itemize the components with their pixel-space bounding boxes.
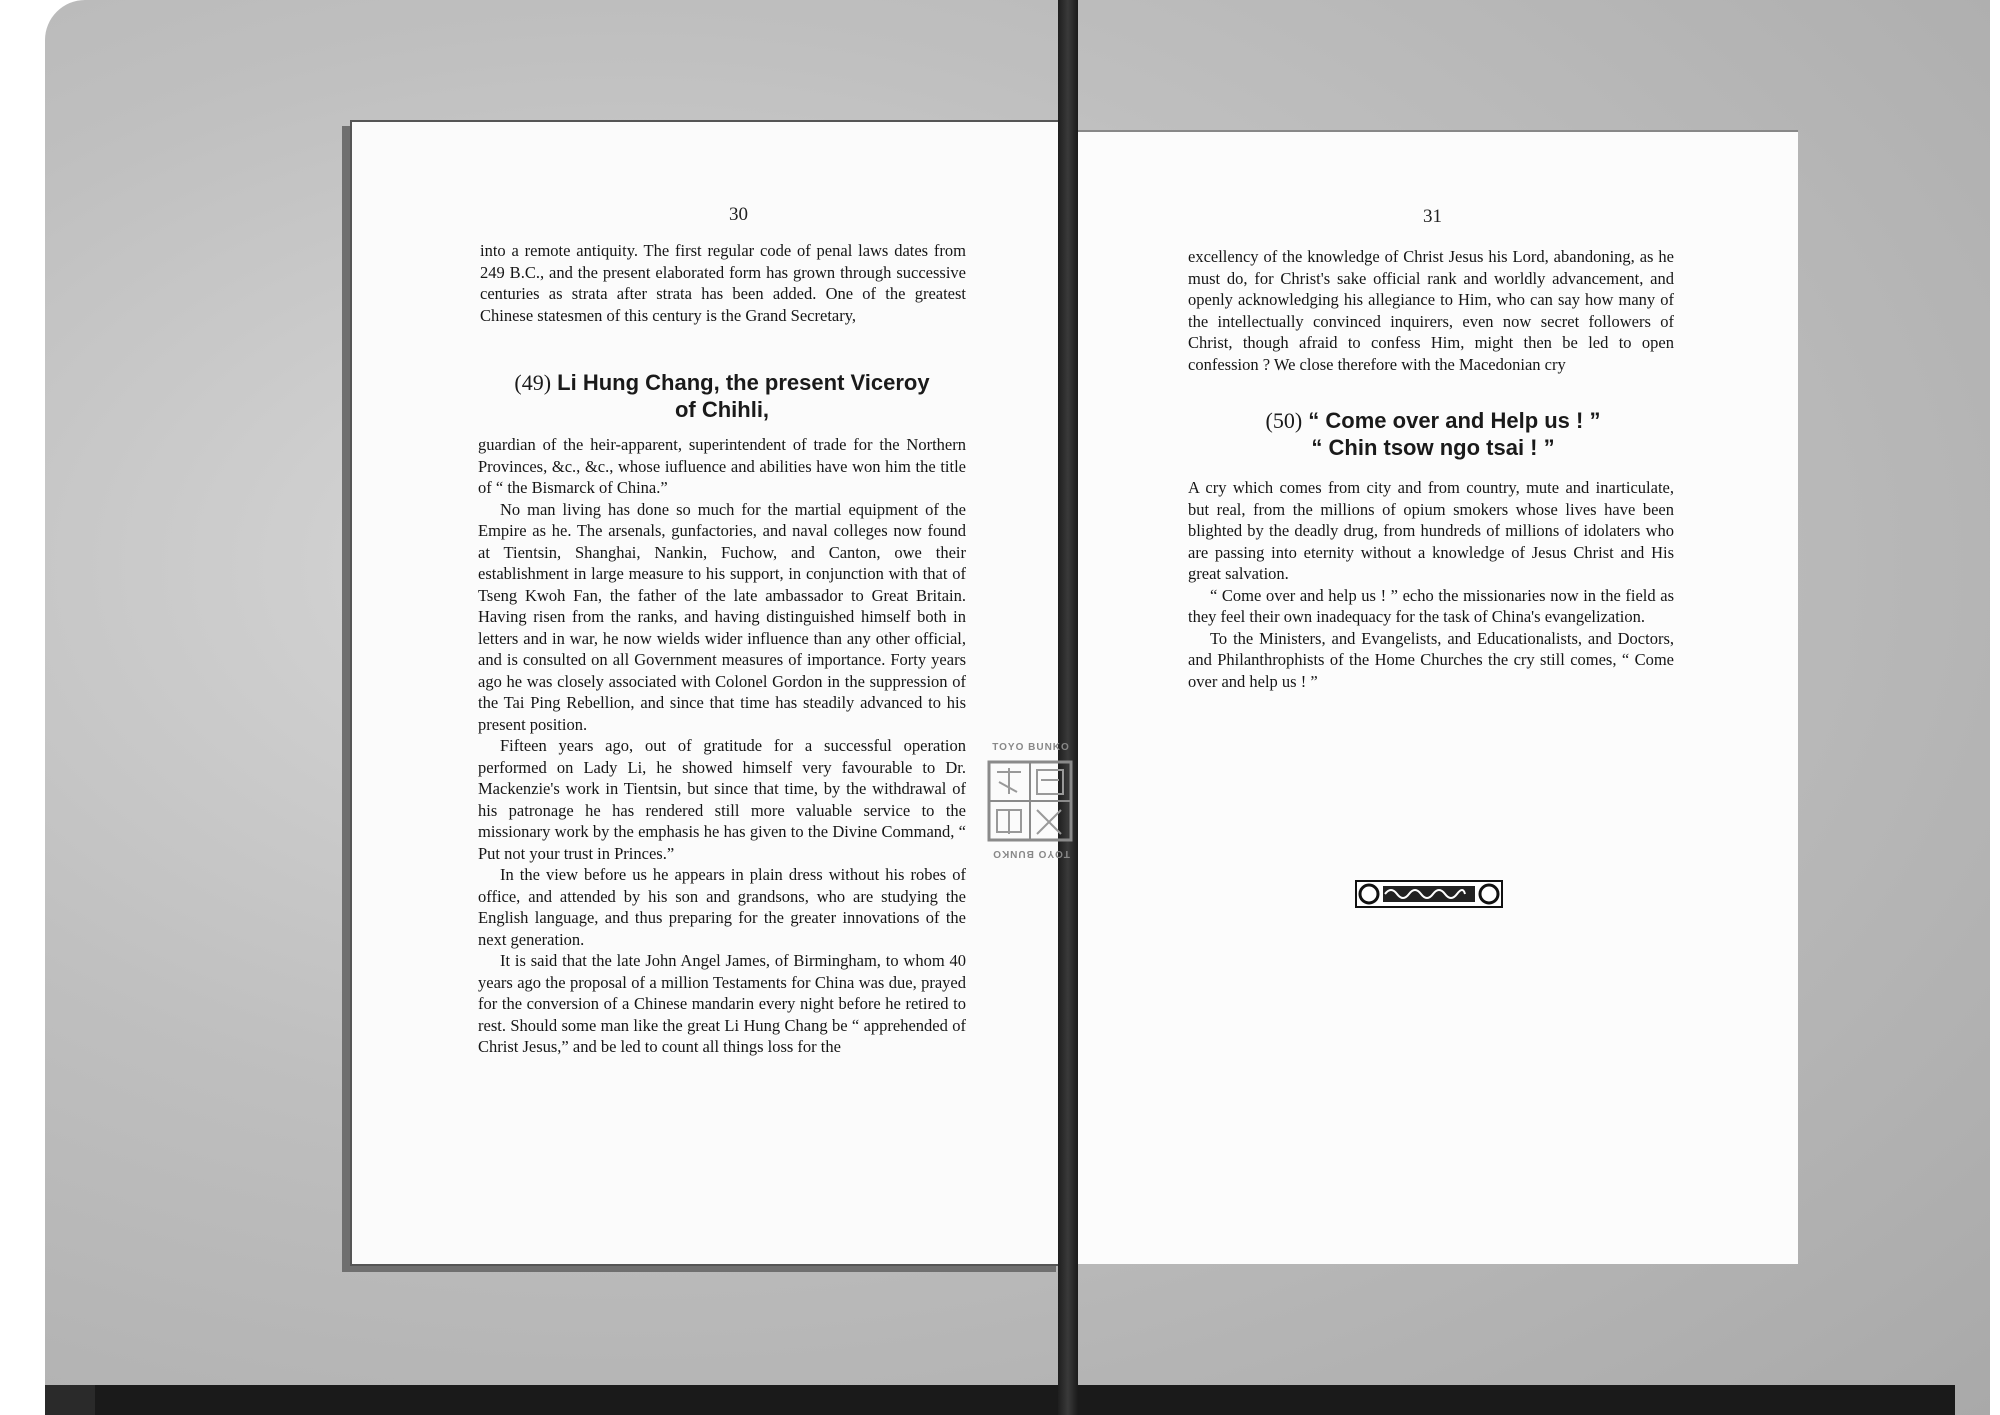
left-page-heading bbox=[462, 369, 982, 423]
left-intro-paragraph: into a remote antiquity. The first regular code of penal laws dates from 249 B.C., and the present elaborated form has grown through successive centuries as strata after strata has been added. One of the greatest Chinese statesmen of this century is the Grand Secretary, bbox=[480, 241, 966, 325]
heading-title-come-over: “ Come over and Help us ! ” bbox=[1308, 408, 1601, 433]
left-body-paragraph-1: guardian of the heir-apparent, superintendent of trade for the Northern Provinces, &c., &c., whose iufluence and abilities have won him the title of “ the Bismarck of China.” bbox=[478, 435, 966, 497]
heading-number-50: (50) bbox=[1265, 408, 1303, 433]
right-intro-paragraph: excellency of the knowledge of Christ Jesus his Lord, abandoning, as he must do, for Christ's sake official rank and worldly advancement, and openly acknowledging his allegiance to Him, who can say how many of the intellectually convinced inquirers, even now secret followers of Christ, though afraid to confess Him, might then be led to open confession ? We close therefore with the Macedonian cry bbox=[1188, 247, 1674, 374]
right-body-paragraph-2: “ Come over and help us ! ” echo the missionaries now in the field as they feel their own inadequacy for the task of China's evangelization. bbox=[1188, 585, 1674, 626]
stamp-top-text: TOYO BUNKO bbox=[992, 742, 1070, 753]
stamp-seal-icon bbox=[975, 756, 1085, 846]
left-body-paragraph-2: No man living has done so much for the martial equipment of the Empire as he. The arsenals, gunfactories, and naval colleges now found at Tientsin, Shanghai, Nankin, Fuchow, and Canton, owe their establishment in large measure to his support, in conjunction with that of Tseng Kwoh Fan, the father of the late ambassador to Great Britain. Having risen from the ranks, and having distinguished himself both in letters and in war, he now wields wider influence than any other official, and is consulted on all Government measures of importance. Forty years ago he was closely associated with Colonel Gordon in the suppression of the Tai Ping Rebellion, and since that time has steadily advanced to his present position. bbox=[478, 499, 966, 734]
left-page-intro bbox=[480, 240, 966, 326]
left-heading-line2: of Chihli, bbox=[674, 397, 770, 422]
scan-edge-bottom bbox=[95, 1385, 1955, 1415]
heading-number-49: (49) bbox=[514, 370, 552, 395]
book-spine bbox=[1058, 0, 1078, 1415]
heading-title-li-hung-chang: Li Hung Chang, the present Viceroy bbox=[557, 370, 930, 395]
right-page-heading bbox=[1198, 407, 1668, 461]
left-page bbox=[350, 120, 1064, 1266]
library-stamp bbox=[975, 742, 1085, 862]
right-page-intro bbox=[1188, 246, 1674, 375]
right-body-paragraph-1: A cry which comes from city and from country, mute and inarticulate, but real, from the millions of opium smokers whose lives have been blighted by the deadly drug, from hundreds of millions of idolaters who are passing into eternity without a knowledge of Jesus Christ and His great salvation. bbox=[1188, 478, 1674, 583]
right-body-paragraph-3: To the Ministers, and Evangelists, and Educationalists, and Doctors, and Philanthrophists of the Home Churches the cry still comes, “ Come over and help us ! ” bbox=[1188, 628, 1674, 691]
left-heading-line1 bbox=[462, 369, 982, 396]
left-body-paragraph-5: It is said that the late John Angel James, of Birmingham, to whom 40 years ago the proposal of a million Testaments for China was due, prayed for the conversion of a Chinese mandarin every night before he retired to rest. Should some man like the great Li Hung Chang be “ apprehended of Christ Jesus,” and be led to count all things loss for the bbox=[478, 951, 966, 1056]
page-number-right: 31 bbox=[1423, 206, 1442, 227]
decorative-tailpiece-icon bbox=[1355, 880, 1503, 908]
stamp-bottom-text: TOYO BUNKO bbox=[992, 848, 1070, 859]
right-heading-line2: “ Chin tsow ngo tsai ! ” bbox=[1311, 435, 1555, 460]
right-page-body bbox=[1188, 477, 1674, 692]
left-body-paragraph-4: In the view before us he appears in plain dress without his robes of office, and attended by his son and grandsons, who are studying the English language, and thus preparing for the greater innovations of the next generation. bbox=[478, 865, 966, 949]
left-page-body bbox=[478, 434, 966, 1058]
page-number-left: 30 bbox=[729, 204, 748, 225]
right-page bbox=[1078, 130, 1798, 1264]
left-body-paragraph-3: Fifteen years ago, out of gratitude for a successful operation performed on Lady Li, he showed himself very favourable to Dr. Mackenzie's work in Tientsin, but since that time, by the withdrawal of his patronage he has rendered still more valuable service to the missionary work by the emphasis he has given to the Divine Command, “ Put not your trust in Princes.” bbox=[478, 736, 966, 863]
right-heading-line1 bbox=[1198, 407, 1668, 434]
